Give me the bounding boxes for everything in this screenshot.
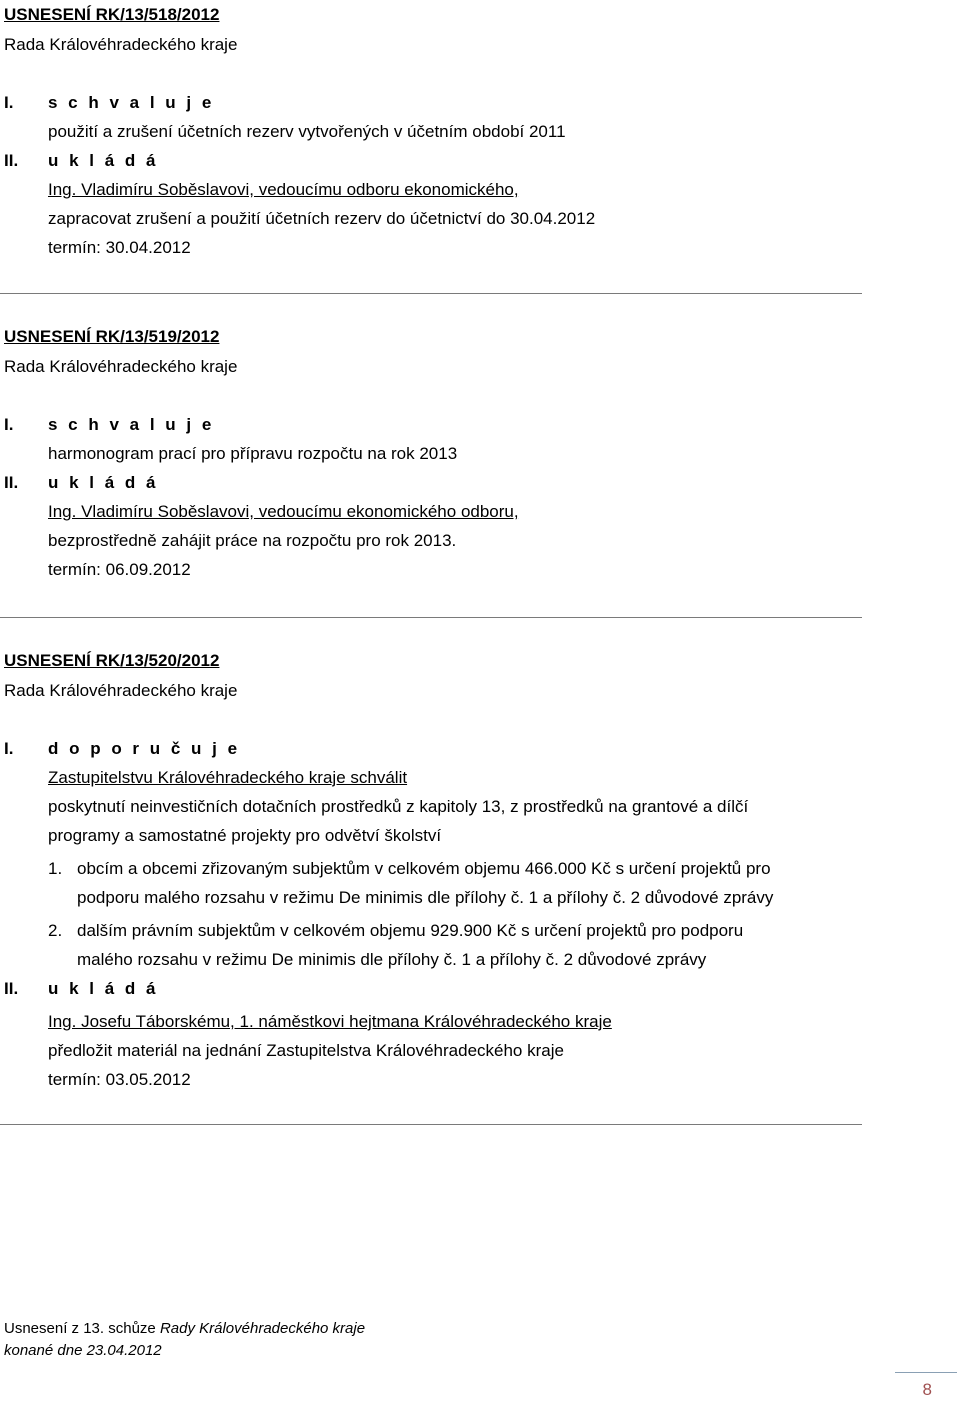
item-verb: s c h v a l u j e (48, 415, 215, 434)
item-line: Ing. Vladimíru Soběslavovi, vedoucímu ekonomického odboru, (48, 502, 519, 521)
item-recipient: Zastupitelstvu Královéhradeckého kraje schválit (48, 768, 408, 787)
footer-session: Usnesení z 13. schůze (4, 1320, 156, 1337)
footer-council: Rady Královéhradeckého kraje (159, 1320, 366, 1337)
item-number: I. (4, 93, 14, 112)
list-item-line: dalším právním subjektům v celkovém objemu 929.900 Kč s určení projektů pro podporu (77, 921, 744, 940)
resolution-item (4, 410, 904, 468)
footer-date: konané dne 23.04.2012 (4, 1342, 162, 1359)
section-divider (0, 293, 862, 294)
item-number: II. (4, 979, 19, 998)
resolution-item (4, 468, 904, 584)
page-number: 8 (922, 1380, 932, 1399)
page-number-rule (895, 1372, 957, 1373)
section-divider (0, 1124, 862, 1125)
resolution-item (4, 974, 904, 1094)
item-verb: u k l á d á (48, 979, 159, 998)
item-deadline: termín: 30.04.2012 (48, 238, 191, 257)
item-line: programy a samostatné projekty pro odvětví školství (48, 826, 442, 845)
item-line: použití a zrušení účetních rezerv vytvořených v účetním období 2011 (48, 122, 566, 141)
item-verb: d o p o r u č u j e (48, 739, 241, 758)
resolution-item (4, 146, 904, 262)
list-item-line: obcím a obcemi zřizovaným subjektům v celkovém objemu 466.000 Kč s určení projektů pro (77, 859, 771, 878)
list-item-number: 2. (48, 921, 63, 940)
item-line: Ing. Vladimíru Soběslavovi, vedoucímu odboru ekonomického, (48, 180, 519, 199)
page-footer (4, 1318, 365, 1362)
resolution-authority: Rada Královéhradeckého kraje (4, 35, 238, 54)
list-item-number: 1. (48, 859, 63, 878)
item-deadline: termín: 03.05.2012 (48, 1070, 191, 1089)
section-divider (0, 617, 862, 618)
resolution-title: USNESENÍ RK/13/519/2012 (4, 327, 220, 346)
resolution-item (4, 88, 904, 146)
item-number: I. (4, 415, 14, 434)
resolution-title: USNESENÍ RK/13/520/2012 (4, 651, 220, 670)
resolution-authority: Rada Královéhradeckého kraje (4, 681, 238, 700)
list-item (48, 916, 860, 974)
item-line: předložit materiál na jednání Zastupitelstva Královéhradeckého kraje (48, 1041, 564, 1060)
list-item-line: malého rozsahu v režimu De minimis dle přílohy č. 1 a přílohy č. 2 důvodové zprávy (77, 950, 707, 969)
resolution-authority: Rada Královéhradeckého kraje (4, 357, 238, 376)
item-line: zapracovat zrušení a použití účetních rezerv do účetnictví do 30.04.2012 (48, 209, 596, 228)
item-verb: u k l á d á (48, 473, 159, 492)
resolution-item (4, 734, 904, 974)
item-number: I. (4, 739, 14, 758)
list-item (48, 854, 860, 912)
item-recipient: Ing. Josefu Táborskému, 1. náměstkovi hejtmana Královéhradeckého kraje (48, 1012, 612, 1031)
item-verb: u k l á d á (48, 151, 159, 170)
item-number: II. (4, 473, 19, 492)
resolution-518 (4, 0, 904, 262)
item-line: bezprostředně zahájit práce na rozpočtu pro rok 2013. (48, 531, 457, 550)
list-item-line: podporu malého rozsahu v režimu De minimis dle přílohy č. 1 a přílohy č. 2 důvodové zprávy (77, 888, 774, 907)
item-line: poskytnutí neinvestičních dotačních prostředků z kapitoly 13, z prostředků na grantové a dílčí (48, 797, 749, 816)
resolution-519 (4, 322, 904, 584)
item-number: II. (4, 151, 19, 170)
item-deadline: termín: 06.09.2012 (48, 560, 191, 579)
footer-line-1 (4, 1318, 365, 1340)
resolution-520 (4, 646, 904, 1094)
item-verb: s c h v a l u j e (48, 93, 215, 112)
item-line: harmonogram prací pro přípravu rozpočtu na rok 2013 (48, 444, 458, 463)
resolution-title: USNESENÍ RK/13/518/2012 (4, 5, 220, 24)
